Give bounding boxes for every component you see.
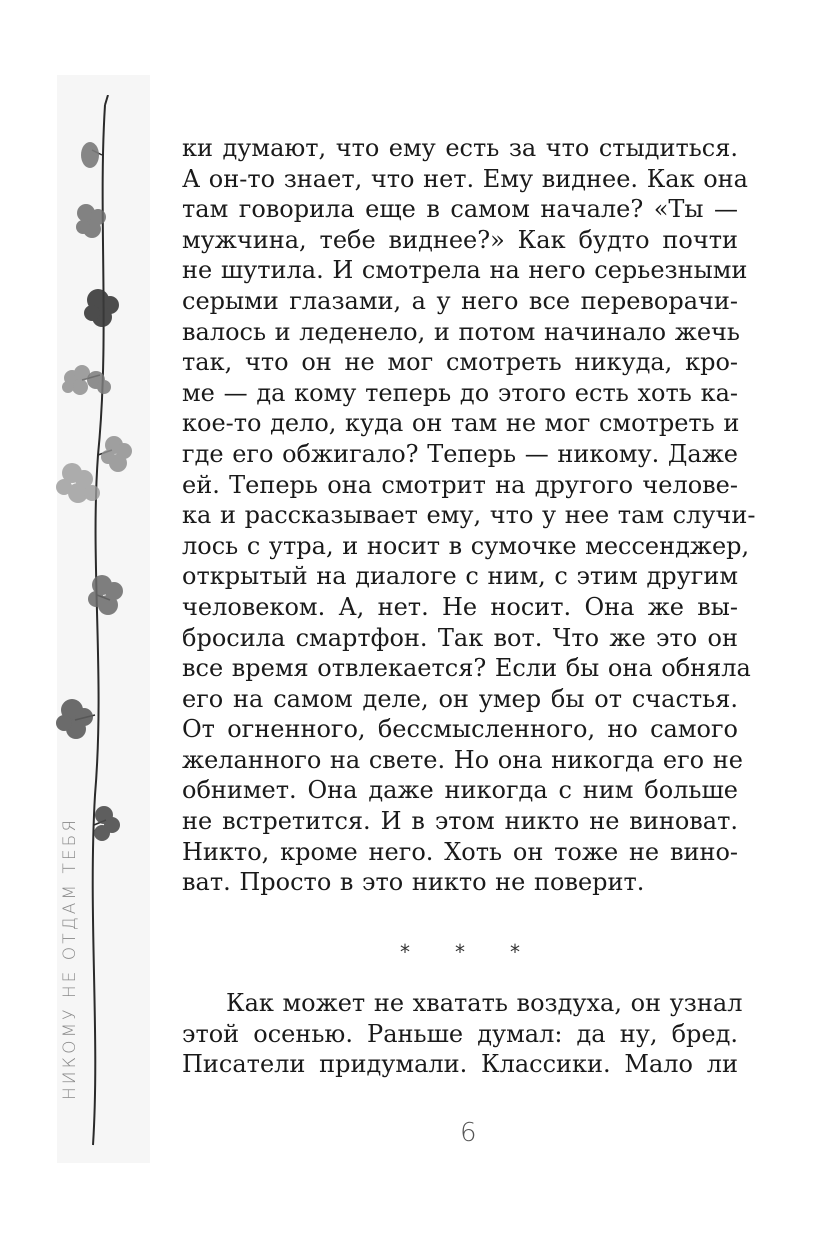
blossom-icon <box>62 365 90 395</box>
text-line: желанного на свете. Но она никогда его не <box>182 745 743 774</box>
text-line: так, что он не мог смотреть никуда, кро- <box>182 348 738 377</box>
text-line: его на самом деле, он умер бы от счастья. <box>182 684 738 713</box>
text-line: где его обжигало? Теперь — никому. Даже <box>182 439 738 468</box>
text-line: этой осенью. Раньше думал: да ну, бред. <box>182 1019 738 1048</box>
text-line: ка и рассказывает ему, что у нее там случи- <box>182 501 756 530</box>
text-line: Как может не хватать воздуха, он узнал <box>226 989 743 1017</box>
blossom-icon <box>56 699 93 739</box>
branch-stem <box>93 105 105 1145</box>
text-line: открытый на диалоге с ним, с этим другим <box>182 562 738 591</box>
text-line: лось с утра, и носит в сумочке мессенджер, <box>182 531 750 560</box>
text-line: ме — да кому теперь до этого есть хоть ка- <box>182 378 738 407</box>
blossom-icon <box>88 575 123 615</box>
text-line: ей. Теперь она смотрит на другого челове- <box>182 470 738 499</box>
page-number: 6 <box>460 1118 477 1148</box>
text-line: не шутила. И смотрела на него серьезными <box>182 256 748 285</box>
separator-asterisk: * <box>455 940 465 964</box>
running-head: НИКОМУ НЕ ОТДАМ ТЕБЯ <box>60 816 80 1100</box>
text-line: валось и леденело, и потом начинало жечь <box>182 317 740 346</box>
text-line: обнимет. Она даже никогда с ним больше <box>182 776 738 805</box>
text-line: мужчина, тебе виднее?» Как будто почти <box>182 225 738 254</box>
text-line: серыми глазами, а у него все переворачи- <box>182 286 738 315</box>
text-line: А он-то знает, что нет. Ему виднее. Как она <box>182 164 748 193</box>
text-line: не встретится. И в этом никто не виноват. <box>182 807 738 836</box>
text-line: ки думают, что ему есть за что стыдиться. <box>182 134 738 162</box>
blossom-icon <box>87 371 111 394</box>
text-line: От огненного, бессмысленного, но самого <box>182 715 738 744</box>
blossom-icon <box>101 436 132 472</box>
second-paragraph <box>182 988 743 1080</box>
text-line: все время отвлекается? Если бы она обняла <box>182 654 751 683</box>
separator-asterisk: * <box>510 940 520 964</box>
body-paragraph <box>182 133 756 898</box>
blossom-icon <box>56 463 100 503</box>
branch-twig <box>105 95 108 105</box>
section-separator <box>400 940 520 964</box>
blossom-icon <box>84 289 119 327</box>
text-line: Писатели придумали. Классики. Мало ли <box>182 1050 738 1079</box>
blossom-icon <box>81 142 99 168</box>
text-line: Никто, кроме него. Хоть он тоже не вино- <box>182 837 738 866</box>
blossom-icon <box>76 204 106 238</box>
text-line: человеком. А, нет. Не носит. Она же вы- <box>182 592 738 621</box>
text-line: там говорила еще в самом начале? «Ты — <box>182 195 738 224</box>
text-line: кое-то дело, куда он там не мог смотреть и <box>182 409 740 438</box>
text-line: бросила смартфон. Так вот. Что же это он <box>182 623 738 652</box>
text-line: ват. Просто в это никто не поверит. <box>182 868 645 897</box>
separator-asterisk: * <box>400 940 410 964</box>
